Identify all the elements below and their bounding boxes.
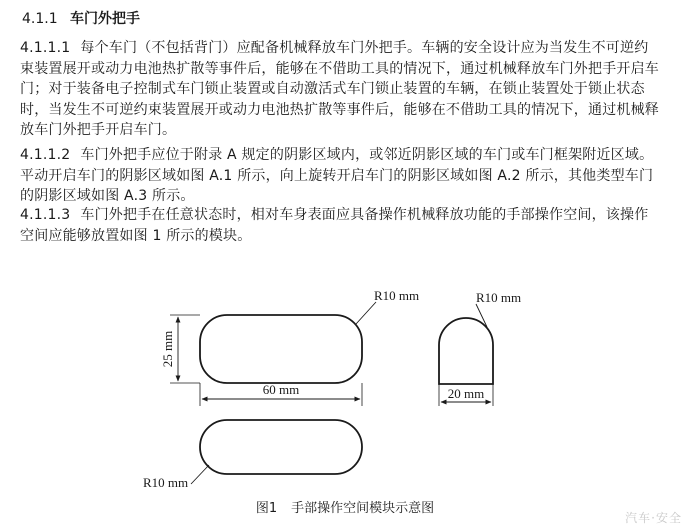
radius-label-stadium: R10 mm <box>143 475 189 490</box>
paragraph-text: 车门外把手应位于附录 A 规定的阴影区域内，或邻近阴影区域的车门或车门框架附近区域。平动开启车门的阴影区域如图 A.1 所示，向上旋转开启车门的阴影区域如图 A.2 所示，其他类型车门的阴影区域如图 A.3 所示。 <box>20 147 654 204</box>
paragraph-number: 4.1.1.2 <box>20 147 71 163</box>
module-rounded-rect <box>200 315 362 383</box>
small-width-label: 20 mm <box>447 386 485 401</box>
radius-label-rect: R10 mm <box>374 288 420 303</box>
watermark: 汽车·安全 <box>625 511 682 525</box>
paragraph-text: 每个车门（不包括背门）应配备机械释放车门外把手。车辆的安全设计应为当发生不可逆约束装置展开或动力电池热扩散等事件后，能够在不借助工具的情况下，通过机械释放车门外把手开启车门；对于装备电子控制式车门锁止装置或自动激活式车门锁止装置的车辆，在锁止装置处于锁止状态时，当发生不可逆约束装置展开或动力电池热扩散等事件后，能够在不借助工具的情况下，通过机械释放车门外把手开启车门。 <box>20 40 659 138</box>
paragraph-4-1-1-1 <box>20 38 660 141</box>
figure-caption-text: 手部操作空间模块示意图 <box>291 501 435 516</box>
module-stadium-shape <box>200 420 362 474</box>
radius-leader <box>356 302 376 324</box>
paragraph-4-1-1-3 <box>20 205 660 246</box>
width-label: 60 mm <box>262 382 300 397</box>
module-arch-shape <box>439 318 493 384</box>
radius-label-arch: R10 mm <box>476 290 522 305</box>
paragraph-number: 4.1.1.1 <box>20 40 71 56</box>
paragraph-number: 4.1.1.3 <box>20 207 71 223</box>
paragraph-4-1-1-2 <box>20 145 660 207</box>
figure-caption <box>0 497 690 516</box>
paragraph-text: 车门外把手在任意状态时，相对车身表面应具备操作机械释放功能的手部操作空间，该操作空间应能够放置如图 1 所示的模块。 <box>20 207 649 244</box>
hand-space-module-figure <box>0 270 690 495</box>
radius-leader <box>191 465 209 484</box>
section-heading <box>22 8 140 28</box>
figure-number: 图1 <box>255 501 278 516</box>
section-number: 4.1.1 <box>22 11 58 27</box>
height-label: 25 mm <box>160 330 175 368</box>
section-title: 车门外把手 <box>70 11 140 27</box>
